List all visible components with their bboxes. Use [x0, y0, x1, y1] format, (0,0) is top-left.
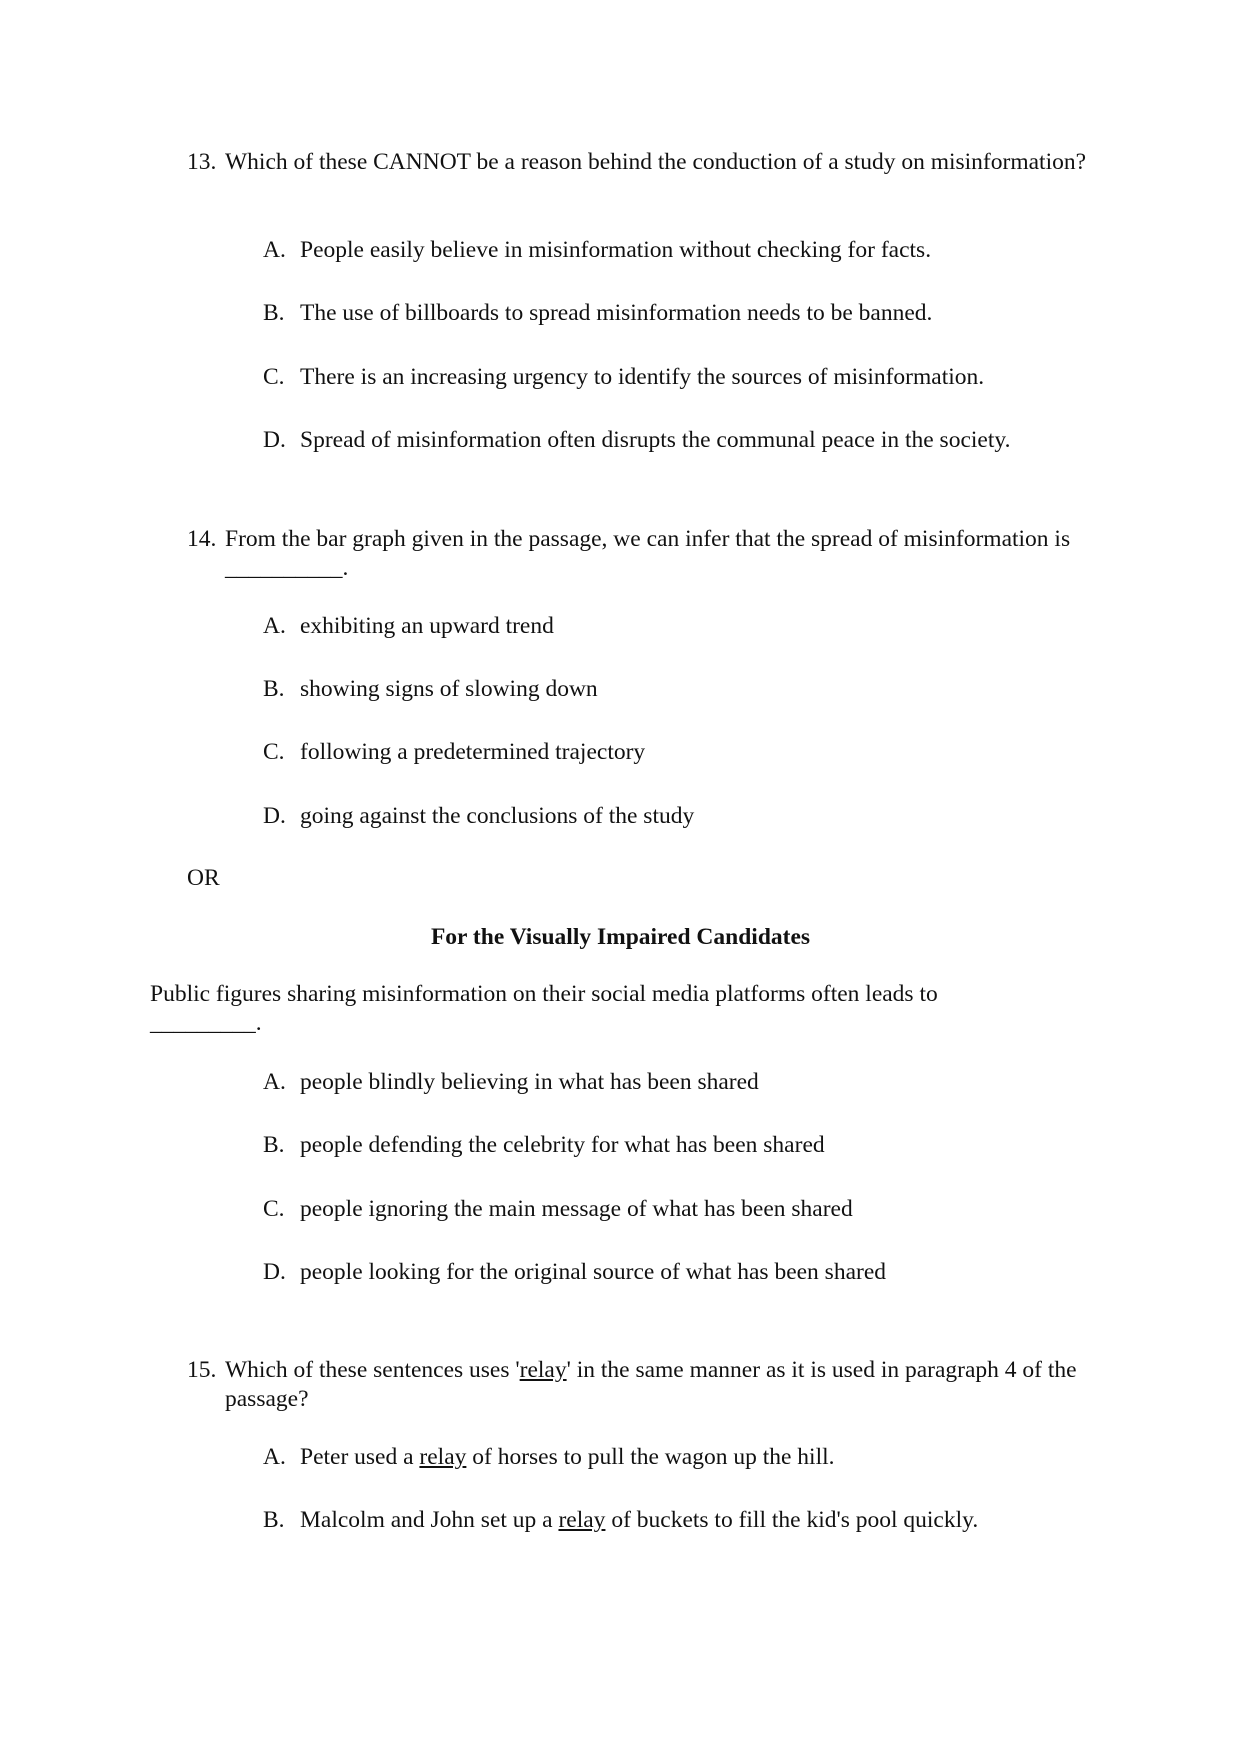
option-letter: B.: [263, 676, 285, 702]
option-letter: B.: [263, 300, 285, 326]
stem-text: ' in the same manner as it is used in paragraph 4 of the passage?: [225, 1357, 1077, 1412]
option-text: People easily believe in misinformation without checking for facts.: [300, 237, 932, 263]
option-text: going against the conclusions of the study: [300, 803, 695, 829]
question-stem: [225, 1356, 1087, 1414]
option-letter: B.: [263, 1507, 285, 1533]
section-heading: For the Visually Impaired Candidates: [430, 924, 811, 950]
option-text: of horses to pull the wagon up the hill.: [466, 1444, 835, 1470]
q15-option-b: [263, 1506, 978, 1535]
option-text: There is an increasing urgency to identify the sources of misinformation.: [300, 364, 985, 390]
vi-option-d: [263, 1258, 886, 1287]
option-letter: D.: [263, 803, 286, 829]
q13-option-c: [263, 363, 984, 392]
q13-option-d: [263, 426, 1010, 455]
option-letter: D.: [263, 427, 286, 453]
underlined-word: relay: [558, 1507, 606, 1533]
option-text: people defending the celebrity for what has been shared: [300, 1132, 825, 1158]
option-text: people looking for the original source of what has been shared: [300, 1259, 887, 1285]
option-text: people ignoring the main message of what has been shared: [300, 1196, 853, 1222]
q13-option-a: [263, 236, 931, 265]
option-letter: C.: [263, 364, 285, 390]
q14-option-b: [263, 675, 598, 704]
vi-question-stem: Public figures sharing misinformation on their social media platforms often leads to _________.: [150, 981, 938, 1036]
option-letter: C.: [263, 739, 285, 765]
q14-option-c: [263, 738, 645, 767]
vi-option-a: [263, 1068, 759, 1097]
option-letter: D.: [263, 1259, 286, 1285]
option-letter: B.: [263, 1132, 285, 1158]
question-14: [187, 525, 1087, 583]
option-letter: A.: [263, 613, 286, 639]
option-text: following a predetermined trajectory: [300, 739, 646, 765]
stem-text: Which of these sentences uses ': [225, 1357, 520, 1383]
option-text: showing signs of slowing down: [300, 676, 598, 702]
option-text: The use of billboards to spread misinformation needs to be banned.: [300, 300, 933, 326]
question-13: [187, 148, 1087, 177]
option-letter: A.: [263, 237, 286, 263]
question-number: 15.: [187, 1357, 217, 1383]
question-stem: Which of these CANNOT be a reason behind the conduction of a study on misinformation?: [225, 149, 1087, 175]
q13-option-b: [263, 299, 932, 328]
q14-option-a: [263, 612, 554, 641]
underlined-word: relay: [519, 1357, 567, 1383]
option-letter: C.: [263, 1196, 285, 1222]
vi-option-c: [263, 1195, 853, 1224]
option-text: Peter used a: [300, 1444, 420, 1470]
option-text: Spread of misinformation often disrupts the communal peace in the society.: [300, 427, 1011, 453]
question-stem: From the bar graph given in the passage, we can infer that the spread of misinformation is __________.: [225, 526, 1071, 581]
option-text: Malcolm and John set up a: [300, 1507, 559, 1533]
q14-option-d: [263, 802, 694, 831]
option-letter: A.: [263, 1069, 286, 1095]
underlined-word: relay: [419, 1444, 467, 1470]
vi-option-b: [263, 1131, 825, 1160]
q15-option-a: [263, 1443, 835, 1472]
option-letter: A.: [263, 1444, 286, 1470]
option-text: of buckets to fill the kid's pool quickly.: [605, 1507, 979, 1533]
or-separator: OR: [187, 865, 220, 891]
option-text: people blindly believing in what has been shared: [300, 1069, 759, 1095]
question-number: 13.: [187, 149, 217, 175]
option-text: exhibiting an upward trend: [300, 613, 554, 639]
question-15: [187, 1356, 1087, 1414]
question-number: 14.: [187, 526, 217, 552]
